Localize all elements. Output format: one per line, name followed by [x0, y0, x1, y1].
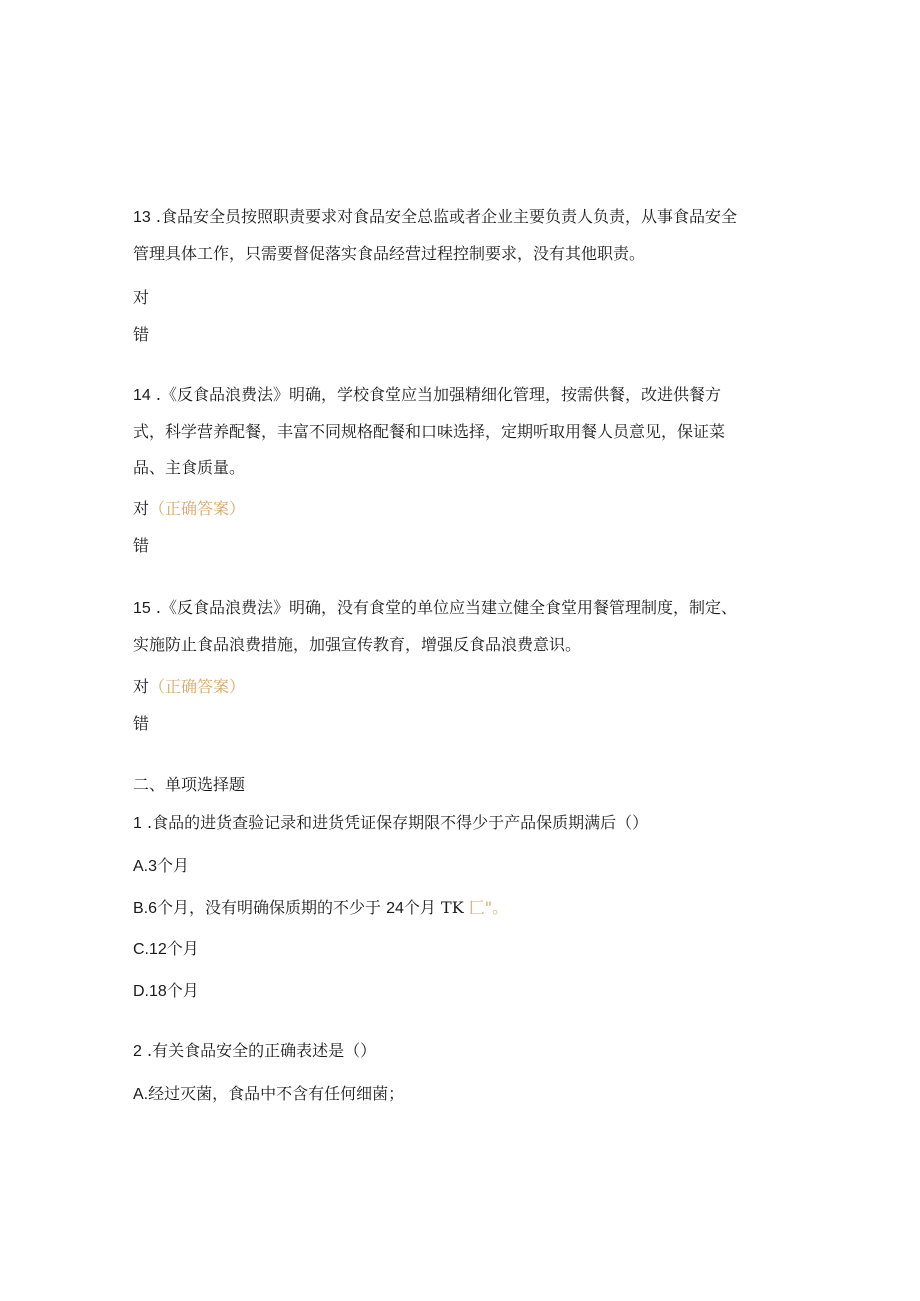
option-text: 个月 [166, 939, 199, 958]
option-prefix: A. [133, 1086, 149, 1103]
option-text-2: 个月 [403, 898, 436, 917]
option-number: 24 [386, 900, 404, 917]
question-15-line-2: 实施防止食品浪费措施，加强宣传教育，增强反食品浪费意识。 [133, 635, 582, 654]
correct-answer-mark: （正确答案） [149, 499, 246, 518]
correct-answer-mark: （正确答案） [149, 677, 246, 696]
question-text: .《反食品浪费法》明确，学校食堂应当加强精细化管理，按需供餐，改进供餐方 [155, 385, 721, 404]
correct-answer-mark: 匚"。 [468, 898, 509, 917]
mc-question-2 [133, 1040, 376, 1063]
question-15-line-1 [133, 597, 737, 620]
option-prefix: D.18 [133, 983, 167, 1000]
option-text: 经过灭菌，食品中不含有任何细菌； [148, 1084, 405, 1103]
option-prefix: A.3 [133, 858, 158, 875]
option-label: 对 [133, 288, 150, 307]
question-text: .有关食品安全的正确表述是（） [147, 1041, 377, 1060]
option-label: 对 [133, 677, 150, 696]
option-false[interactable] [133, 324, 149, 346]
option-prefix: C.12 [133, 941, 167, 958]
option-label: 错 [133, 325, 150, 344]
option-false[interactable] [133, 535, 149, 557]
option-c[interactable] [133, 938, 199, 961]
question-text: .《反食品浪费法》明确，没有食堂的单位应当建立健全食堂用餐管理制度，制定、 [155, 598, 737, 617]
question-number: 1 [133, 815, 142, 832]
question-14-line-2: 式，科学营养配餐，丰富不同规格配餐和口味选择，定期听取用餐人员意见，保证菜 [133, 422, 726, 441]
question-number: 15 [133, 600, 151, 617]
question-number: 2 [133, 1043, 142, 1060]
option-a[interactable] [133, 855, 189, 878]
section-title: 二、单项选择题 [133, 775, 246, 794]
option-label: 错 [133, 536, 150, 555]
option-text: 个月，没有明确保质期的不少于 [157, 898, 382, 917]
question-number: 14 [133, 387, 151, 404]
mc-question-1 [133, 812, 648, 835]
tk-mark: TK [441, 898, 464, 917]
option-b[interactable] [133, 897, 508, 920]
option-true[interactable] [133, 287, 149, 309]
option-label: 对 [133, 499, 150, 518]
question-13-line-1 [133, 206, 737, 229]
option-a[interactable] [133, 1083, 404, 1106]
option-true[interactable] [133, 676, 245, 698]
question-14-line-1 [133, 384, 721, 407]
option-prefix: B.6 [133, 900, 158, 917]
option-text: 个月 [166, 981, 199, 1000]
question-text: .食品安全员按照职责要求对食品安全总监或者企业主要负责人负责，从事食品安全 [155, 207, 737, 226]
question-14-line-3: 品、主食质量。 [133, 458, 246, 477]
option-d[interactable] [133, 980, 199, 1003]
option-false[interactable] [133, 713, 149, 735]
option-text: 个月 [157, 856, 190, 875]
question-text: .食品的进货查验记录和进货凭证保存期限不得少于产品保质期满后（） [147, 813, 649, 832]
option-true[interactable] [133, 498, 245, 520]
question-13-line-2: 管理具体工作，只需要督促落实食品经营过程控制要求，没有其他职责。 [133, 244, 646, 263]
question-number: 13 [133, 209, 151, 226]
option-label: 错 [133, 714, 150, 733]
